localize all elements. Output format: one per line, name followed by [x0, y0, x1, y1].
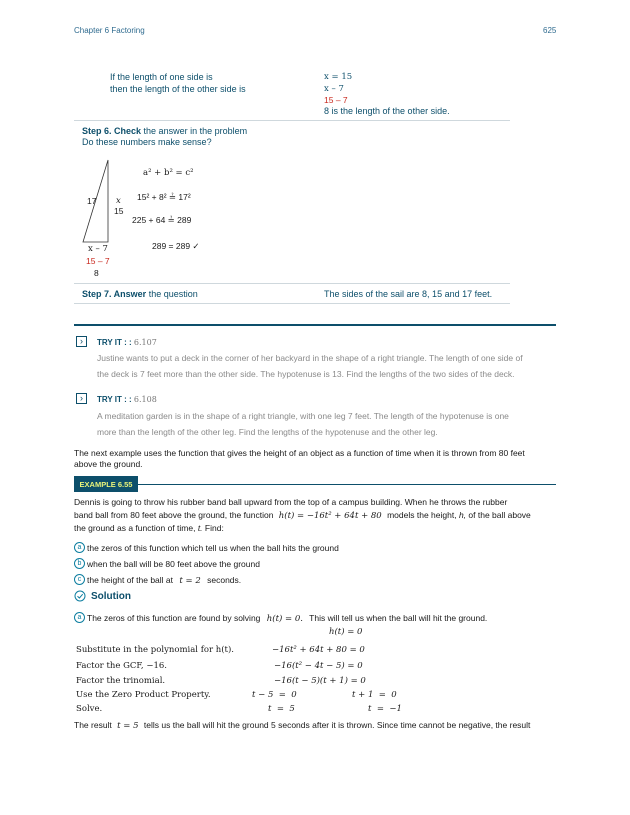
step6-heading [82, 126, 247, 136]
solution-lead-b: This will tell us when the ball will hit the ground. [309, 613, 488, 623]
result-a: The result [74, 720, 112, 730]
step6-line2: Do these numbers make sense? [82, 137, 212, 147]
part-b-badge: b [74, 558, 85, 569]
try-it-1-title [97, 338, 157, 347]
solution-row-label: Factor the GCF, −16. [76, 661, 167, 671]
solution-lead-a: The zeros of this function are found by solving [87, 613, 261, 623]
solution-row-eq-right: t + 1 = 0 [352, 690, 397, 700]
example-h: h, [458, 510, 467, 520]
solution-row-label: Substitute in the polynomial for h(t). [76, 645, 234, 655]
solution-row-label: Solve. [76, 704, 103, 714]
example-line2a: band ball from 80 feet above the ground, the function [74, 510, 274, 520]
triangle-hyp-label: 17 [87, 196, 97, 206]
solution-row-eq: −16t² + 64t + 80 = 0 [272, 645, 365, 655]
solution-row-eq: −16(t − 5)(t + 1) = 0 [274, 676, 366, 686]
step7-label: Step 7. Answer [82, 289, 147, 299]
try-it-2-line2: more than the length of the other leg. Find the lengths of the hypotenuse and the other leg. [97, 427, 438, 437]
try-it-2-label: TRY IT : : [97, 395, 132, 404]
example-badge: EXAMPLE 6.55 [74, 476, 138, 492]
solution-row-eq-right: t = −1 [368, 704, 402, 714]
example-t: t. [197, 523, 203, 533]
triangle-base-val: 8 [94, 268, 99, 278]
chapter-title: Chapter 6 Factoring [74, 26, 145, 35]
part-c-badge: c [74, 574, 85, 585]
part-c-text [87, 575, 241, 586]
example-line1: Dennis is going to throw his rubber band ball upward from the top of a campus building. When he throws the rubber [74, 497, 508, 507]
example-rule [74, 484, 556, 485]
triangle-side-x-val: 15 [114, 206, 124, 216]
try-it-2-title [97, 395, 157, 404]
solution-row-label: Use the Zero Product Property. [76, 690, 211, 700]
step6-label: Step 6. Check [82, 126, 142, 136]
example-line2b: models the height, [387, 510, 457, 520]
check-eq2: 15² + 8² ≟ 17² [137, 192, 191, 202]
try-it-chevron-icon[interactable]: › [76, 393, 87, 404]
check-eq3: 225 + 64 ≟ 289 [132, 215, 192, 225]
intro-line2: above the ground. [74, 459, 143, 469]
step7-text: the question [148, 289, 198, 299]
step5-right-line1: x = 15 [324, 72, 353, 82]
step7-heading [82, 289, 198, 299]
intro-line1: The next example uses the function that gives the height of an object as a function of time when it is thrown from 80 feet [74, 448, 525, 458]
triangle-side-x: x [116, 196, 121, 206]
example-line3a: the ground as a function of time, [74, 523, 196, 533]
try-it-2-number: 6.108 [133, 395, 157, 404]
divider [74, 283, 510, 284]
try-it-2-line1: A meditation garden is in the shape of a right triangle, with one leg 7 feet. The length of the hypotenuse is one [97, 411, 509, 421]
triangle-base-sub: 15 – 7 [86, 256, 110, 266]
check-eq4: 289 = 289 ✓ [152, 241, 200, 251]
example-line2 [74, 510, 556, 521]
try-it-chevron-icon[interactable]: › [76, 336, 87, 347]
solution-row-label: Factor the trinomial. [76, 676, 166, 686]
example-line3 [74, 523, 224, 533]
divider [74, 303, 510, 304]
part-c-lead: the height of the ball at [87, 575, 174, 585]
solution-row-eq-left: t = 5 [268, 704, 295, 714]
solution-top-eq: h(t) = 0 [329, 627, 363, 637]
part-a-badge: a [74, 542, 85, 553]
step6-text: the answer in the problem [143, 126, 248, 136]
result-b: tells us the ball will hit the ground 5 seconds after it is thrown. Since time cannot be negative, the result [143, 720, 531, 730]
try-it-1-number: 6.107 [133, 338, 157, 347]
solution-lead [87, 613, 487, 624]
check-circle-icon [74, 590, 86, 602]
solution-row-eq-left: t − 5 = 0 [252, 690, 297, 700]
page-number: 625 [543, 26, 557, 35]
try-it-1-line2: the deck is 7 feet more than the other side. The hypotenuse is 13. Find the lengths of the two sides of the deck. [97, 369, 515, 379]
triangle-base-expr: x – 7 [88, 244, 108, 254]
step5-right-line2: x – 7 [324, 84, 344, 94]
step5-right-line3: 15 – 7 [324, 95, 348, 105]
solution-row-eq: −16(t² − 4t − 5) = 0 [274, 661, 363, 671]
try-it-1-line1: Justine wants to put a deck in the corner of her backyard in the shape of a right triangle. The length of one side of [97, 353, 523, 363]
solution-a-badge: a [74, 612, 85, 623]
step7-answer: The sides of the sail are 8, 15 and 17 feet. [324, 289, 493, 299]
part-b-text: when the ball will be 80 feet above the ground [87, 559, 260, 569]
step5-left-line1: If the length of one side is [110, 72, 213, 82]
part-c-suffix: seconds. [207, 575, 242, 585]
solution-heading: Solution [91, 591, 131, 602]
result-math: t = 5 [117, 721, 139, 731]
part-a-text: the zeros of this function which tell us when the ball hits the ground [87, 543, 339, 553]
divider [74, 120, 510, 121]
section-rule [74, 324, 556, 326]
example-line2c: of the ball above [468, 510, 531, 520]
part-c-math: t = 2 [179, 576, 201, 586]
example-line3b: Find: [204, 523, 224, 533]
height-function: h(t) = −16t² + 64t + 80 [278, 511, 382, 521]
solution-lead-math: h(t) = 0. [266, 614, 303, 624]
try-it-1-label: TRY IT : : [97, 338, 132, 347]
check-eq1: a² + b² = c² [143, 168, 194, 178]
result-line [74, 720, 530, 731]
step5-left-line2: then the length of the other side is [110, 84, 246, 94]
step5-right-line4: 8 is the length of the other side. [324, 106, 450, 116]
